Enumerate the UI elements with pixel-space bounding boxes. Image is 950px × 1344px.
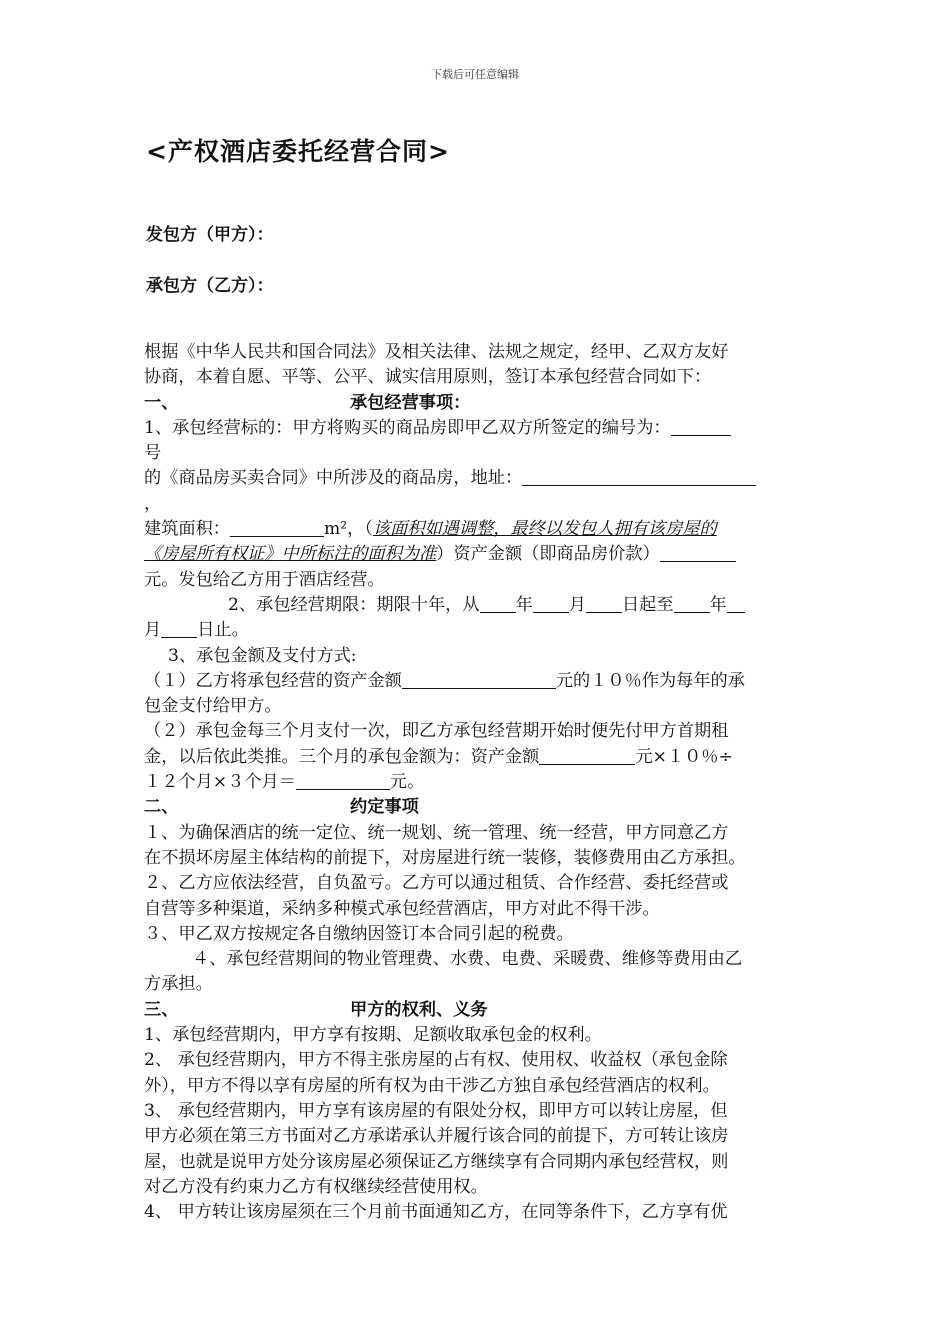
clause-text: 元×１０％÷ xyxy=(635,746,733,767)
area-note: 该面积如遇调整，最终以发包人拥有该房屋的 xyxy=(372,519,717,540)
clause-line: 4、 甲方转让该房屋须在三个月前书面通知乙方，在同等条件下，乙方享有优 xyxy=(144,1202,728,1223)
intro-line: 协商，本着自愿、平等、公平、诚实信用原则，签订本承包经营合同如下： xyxy=(144,367,712,388)
section-number: 三、 xyxy=(144,999,179,1020)
clause-text: 日止。 xyxy=(197,620,249,641)
clause-line: 屋，也就是说甲方处分该房屋必须保证乙方继续享有合同期内承包经营权，则 xyxy=(144,1151,729,1172)
clause-text: 年 xyxy=(515,594,533,615)
contract-body xyxy=(144,340,812,1225)
area-blank xyxy=(230,518,324,537)
area-note: 《房屋所有权证》中所标注的面积为准 xyxy=(144,544,437,565)
clause-line xyxy=(144,745,812,770)
section-heading xyxy=(144,998,812,1023)
amount-blank xyxy=(296,771,390,790)
amount-blank xyxy=(402,670,556,689)
clause-text: 2、承包经营期限：期限十年，从 xyxy=(228,594,480,615)
clause-text: 月 xyxy=(144,620,162,641)
clause-line: 元。发包给乙方用于酒店经营。 xyxy=(144,569,385,590)
clause-text: 月 xyxy=(568,594,586,615)
clause-line: ４、承包经营期间的物业管理费、水费、电费、采暖费、维修等费用由乙 xyxy=(192,949,743,970)
clause-line: （２）承包金每三个月支付一次，即乙方承包经营期开始时便先付甲方首期租 xyxy=(144,721,729,742)
header-note: 下载后可任意编辑 xyxy=(431,68,519,81)
clause-line: 包金支付给甲方。 xyxy=(144,696,282,717)
address-blank xyxy=(522,467,756,486)
clause-text: 元的１０％作为每年的承 xyxy=(555,670,745,691)
clause-line: ２、乙方应依法经营，自负盈亏。乙方可以通过租赁、合作经营、委托经营或 xyxy=(144,873,729,894)
document-title: <产权酒店委托经营合同> xyxy=(146,137,450,166)
number-blank xyxy=(671,417,731,436)
clause-line: 方承担。 xyxy=(144,974,213,995)
date-blank xyxy=(480,594,516,613)
party-b-label: 承包方（乙方）： xyxy=(146,276,274,296)
section-heading xyxy=(144,391,812,416)
clause-line xyxy=(144,770,812,795)
clause-line: 2、 承包经营期内，甲方不得主张房屋的占有权、使用权、收益权（承包金除 xyxy=(144,1050,728,1071)
date-blank xyxy=(586,594,622,613)
section-title: 约定事项 xyxy=(350,797,419,818)
clause-line: 甲方必须在第三方书面对乙方承诺承认并履行该合同的前提下，方可转让该房 xyxy=(144,1126,729,1147)
clause-line: 号 xyxy=(144,443,162,464)
section-title: 甲方的权利、义务 xyxy=(350,999,488,1020)
clause-line: 外），甲方不得以享有房屋的所有权为由干涉乙方独自承包经营酒店的权利。 xyxy=(144,1075,720,1096)
clause-line xyxy=(144,542,812,567)
date-blank xyxy=(674,594,710,613)
clause-line xyxy=(144,593,812,618)
party-a-label: 发包方（甲方）： xyxy=(146,225,274,245)
section-heading xyxy=(144,795,812,820)
clause-line: 自营等多种渠道，采纳多种模式承包经营酒店，甲方对此不得干涉。 xyxy=(144,898,660,919)
clause-text: 年 xyxy=(709,594,727,615)
clause-line xyxy=(144,466,812,491)
clause-line: 在不损坏房屋主体结构的前提下，对房屋进行统一装修，装修费用由乙方承担。 xyxy=(144,847,746,868)
clause-line xyxy=(144,618,812,643)
clause-text: 金，以后依此类推。三个月的承包金额为：资产金额 xyxy=(144,746,540,767)
section-number: 二、 xyxy=(144,797,179,818)
section-number: 一、 xyxy=(144,392,179,413)
clause-line: 1、承包经营期内，甲方享有按期、足额收取承包金的权利。 xyxy=(144,1025,602,1046)
date-blank xyxy=(533,594,569,613)
clause-line: 3、 承包经营期内，甲方享有该房屋的有限处分权，即甲方可以转让房屋，但 xyxy=(144,1100,728,1121)
intro-line: 根据《中华人民共和国合同法》及相关法律、法规之规定，经甲、乙双方友好 xyxy=(144,342,729,362)
clause-text: 1、承包经营标的：甲方将购买的商品房即甲乙双方所签定的编号为： xyxy=(144,417,671,438)
clause-text: 的《商品房买卖合同》中所涉及的商品房，地址： xyxy=(144,468,523,489)
amount-blank xyxy=(660,543,736,562)
clause-line: ， xyxy=(144,493,162,514)
clause-line xyxy=(144,517,812,542)
clause-line: 3、承包金额及支付方式: xyxy=(168,645,357,666)
clause-text: m²，（ xyxy=(323,519,373,540)
clause-line: １、为确保酒店的统一定位、统一规划、统一管理、统一经营，甲方同意乙方 xyxy=(144,822,729,843)
clause-text: ）资产金额（即商品房价款） xyxy=(436,544,660,565)
clause-text: 元。 xyxy=(389,772,425,793)
clause-text: １２个月×３个月＝ xyxy=(144,772,296,793)
clause-text: （１）乙方将承包经营的资产金额 xyxy=(144,670,402,691)
clause-line xyxy=(144,416,812,441)
clause-line: 对乙方没有约束力乙方有权继续经营使用权。 xyxy=(144,1176,488,1197)
amount-blank xyxy=(539,746,635,765)
clause-text: 日起至 xyxy=(621,594,674,615)
date-blank xyxy=(161,619,197,638)
date-blank xyxy=(727,594,745,613)
clause-line: ３、甲乙双方按规定各自缴纳因签订本合同引起的税费。 xyxy=(144,923,574,944)
section-title: 承包经营事项： xyxy=(350,392,471,413)
clause-text: 建筑面积： xyxy=(144,519,230,540)
clause-line xyxy=(144,669,812,694)
